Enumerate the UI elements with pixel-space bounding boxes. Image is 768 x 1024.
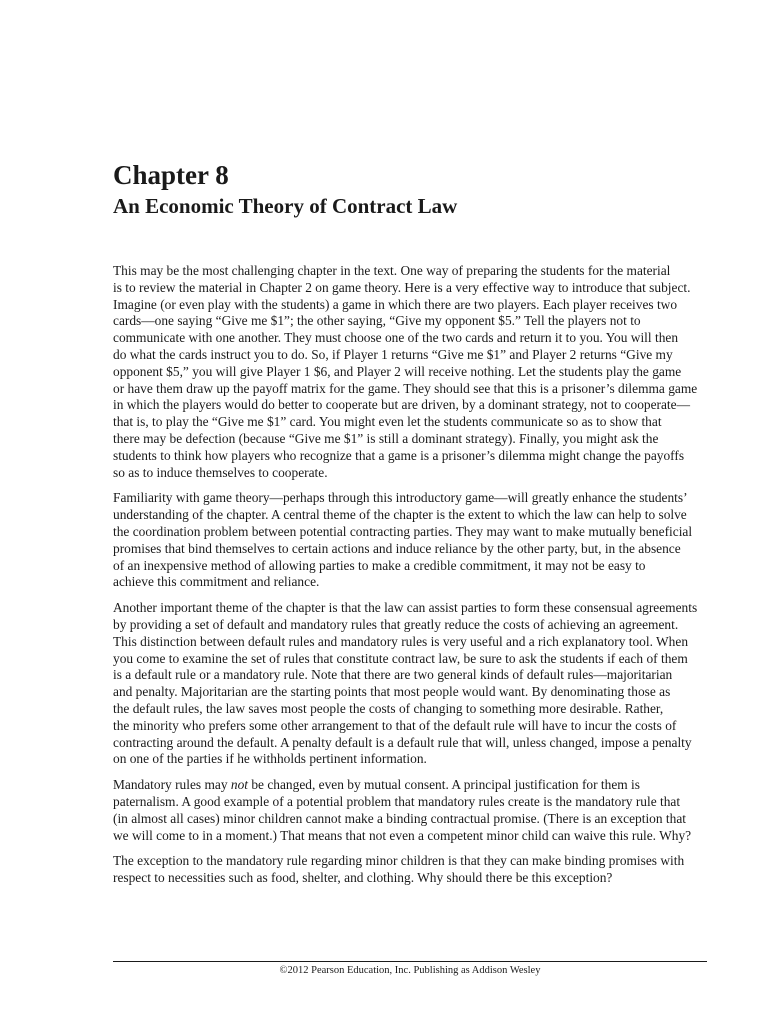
text-line: the coordination problem between potential contracting parties. They may want to make mutually beneficial [113,523,693,539]
text-line: promises that bind themselves to certain actions and induce reliance by the other party, but, in the absence [113,540,681,556]
text-line: communicate with one another. They must choose one of the two cards and return it to you. You will then [113,330,679,346]
text-line: contracting around the default. A penalty default is a default rule that will, unless changed, impose a penalty [113,734,692,750]
text-line: by providing a set of default and mandatory rules that greatly reduce the costs of achieving an agreement. [113,616,679,632]
text-line: there may be defection (because “Give me $1” is still a dominant strategy). Finally, you might ask the [113,430,659,446]
chapter-number: Chapter 8 [113,160,229,190]
text-line: the default rules, the law saves most people the costs of changing to something more desirable. Rather, [113,700,664,716]
text-line: The exception to the mandatory rule regarding minor children is that they can make binding promises with [113,853,685,869]
text-line: that is, to play the “Give me $1” card. You might even let the students communicate so as to show that [113,414,662,430]
text-line: in which the players would do better to cooperate but are driven, by a dominant strategy, not to cooperate— [113,397,690,413]
text-line: is to review the material in Chapter 2 on game theory. Here is a very effective way to introduce that subject. [113,279,691,295]
text-line: Another important theme of the chapter is that the law can assist parties to form these consensual agreements [113,600,698,616]
text-line: so as to induce themselves to cooperate. [113,464,328,480]
paragraph [113,853,713,887]
text-line: achieve this commitment and reliance. [113,574,320,590]
footer-divider [113,961,707,962]
text-line: opponent $5,” you will give Player 1 $6, and Player 2 will receive nothing. Let the students play the game [113,363,682,379]
text-line: paternalism. A good example of a potential problem that mandatory rules create is the mandatory rule that [113,793,681,809]
text-line: (in almost all cases) minor children cannot make a binding contractual promise. (There is an exception that [113,810,686,826]
text-line: Mandatory rules may not be changed, even by mutual consent. A principal justification for them is [113,777,640,793]
text-line: we will come to in a moment.) That means that not even a competent minor child can waive this rule. Why? [113,827,692,843]
text-line: or have them draw up the payoff matrix for the game. They should see that this is a prisoner’s dilemma game [113,380,698,396]
chapter-title: An Economic Theory of Contract Law [113,194,458,218]
text-line: is a default rule or a mandatory rule. Note that there are two general kinds of default rules—majoritarian [113,667,673,683]
emphasis: not [230,777,249,793]
body-text [113,263,713,896]
paragraph [113,490,713,591]
text-line: This distinction between default rules and mandatory rules is very useful and a rich explanatory tool. When [113,633,689,649]
text-line: and penalty. Majoritarian are the starting points that most people would want. By denominating those as [113,684,671,700]
paragraph [113,263,713,481]
text-line: you come to examine the set of rules that constitute contract law, be sure to ask the students if each of them [113,650,688,666]
text-line: This may be the most challenging chapter in the text. One way of preparing the students for the material [113,263,671,278]
text-line: the minority who prefers some other arrangement to that of the default rule will have to incur the costs of [113,717,677,733]
text-line: cards—one saying “Give me $1”; the other saying, “Give my opponent $5.” Tell the players not to [113,313,641,329]
text-line: Imagine (or even play with the students) a game in which there are two players. Each player receives two [113,296,678,312]
paragraph [113,600,713,768]
text-line: respect to necessities such as food, shelter, and clothing. Why should there be this exception? [113,870,613,886]
text-line: on one of the parties if he withholds pertinent information. [113,751,427,767]
text-line: students to think how players who recognize that a game is a prisoner’s dilemma might change the payoffs [113,447,685,463]
text-line: of an inexpensive method of allowing parties to make a credible commitment, it may not be easy to [113,557,646,573]
text-line: understanding of the chapter. A central theme of the chapter is the extent to which the law can help to solve [113,507,687,523]
text-line: do what the cards instruct you to do. So, if Player 1 returns “Give me $1” and Player 2 returns “Give my [113,346,673,362]
paragraph [113,777,713,844]
footer-copyright: ©2012 Pearson Education, Inc. Publishing as Addison Wesley [279,965,541,976]
text-line: Familiarity with game theory—perhaps through this introductory game—will greatly enhance the students’ [113,490,688,506]
